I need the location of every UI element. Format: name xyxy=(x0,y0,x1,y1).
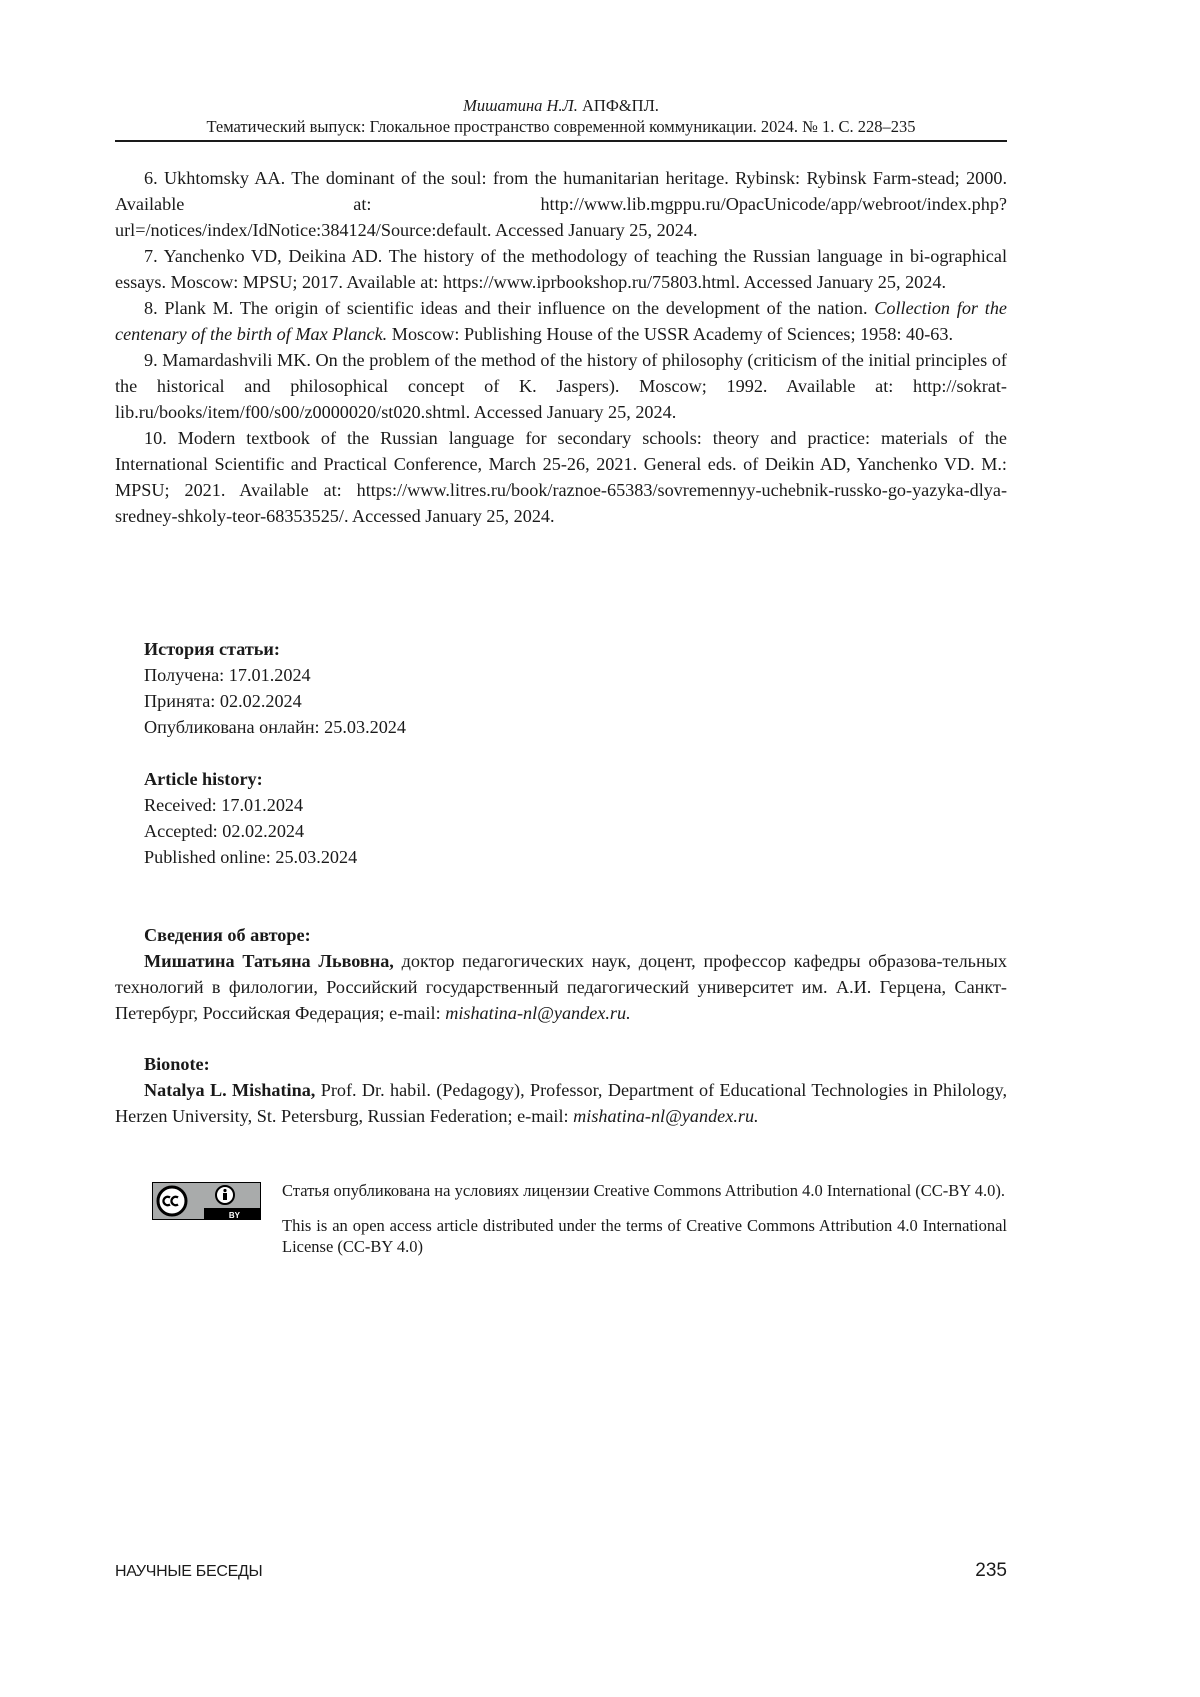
badge-by-label: BY xyxy=(228,1211,240,1220)
author-info-en xyxy=(115,1051,1007,1129)
header-rule xyxy=(115,140,1007,142)
article-history-ru xyxy=(144,636,1007,740)
author-ru-desc: доктор педагогических наук, доцент, профессор кафедры образова-тельных технологий в филологии, Российский государственный педагогический университет им. А.И. Герцена, Санкт-Петербург, Российская Федерация; e-mail: xyxy=(115,951,1007,1023)
reference-text: 8. Plank M. The origin of scientific ideas and their influence on the development of the nation. xyxy=(144,298,875,318)
history-ru-heading: История статьи: xyxy=(144,639,280,659)
author-ru-name: Мишатина Татьяна Львовна, xyxy=(144,951,394,971)
running-head-journal: АПФ&ПЛ. xyxy=(577,96,659,115)
author-en-heading: Bionote: xyxy=(144,1054,210,1074)
reference-text: Moscow: Publishing House of the USSR Academy of Sciences; 1958: 40-63. xyxy=(387,324,954,344)
author-en-name: Natalya L. Mishatina, xyxy=(144,1080,316,1100)
license-ru: Статья опубликована на условиях лицензии Creative Commons Attribution 4.0 International (CC-BY 4.0). xyxy=(282,1181,1005,1200)
cc-by-badge-icon xyxy=(152,1182,261,1220)
history-en-published: Published online: 25.03.2024 xyxy=(144,847,358,867)
author-ru-email: mishatina-nl@yandex.ru. xyxy=(445,1003,631,1023)
author-en-desc: Prof. Dr. habil. (Pedagogy), Professor, Department of Educational Technologies in Philology, Herzen University, St. Petersburg, Russian Federation; e-mail: xyxy=(115,1080,1008,1126)
cc-symbols-icon xyxy=(153,1183,259,1218)
history-en-heading: Article history: xyxy=(144,769,263,789)
history-en-accepted: Accepted: 02.02.2024 xyxy=(144,821,305,841)
reference-list xyxy=(115,165,1007,529)
author-ru-body xyxy=(115,948,1007,1026)
reference-item xyxy=(115,295,1007,347)
running-head-author-line xyxy=(115,95,1007,116)
license-en: This is an open access article distributed under the terms of Creative Commons Attribution 4.0 International License (CC-BY 4.0) xyxy=(282,1216,1007,1256)
reference-item: 9. Mamardashvili MK. On the problem of the method of the history of philosophy (criticism of the initial principles of the historical and philosophical concept of K. Jaspers). Moscow; 1992. Available at: http://sokrat-lib.ru/books/item/f00/s00/z0000020/st020.shtml. Accessed January 25, 2024. xyxy=(115,350,1007,422)
history-en-received: Received: 17.01.2024 xyxy=(144,795,304,815)
history-ru-published: Опубликована онлайн: 25.03.2024 xyxy=(144,717,406,737)
running-head-issue: Тематический выпуск: Глокальное пространство современной коммуникации. 2024. № 1. С. 228–235 xyxy=(206,117,916,136)
running-head xyxy=(115,95,1007,137)
footer-journal-name: НАУЧНЫЕ БЕСЕДЫ xyxy=(115,1563,263,1580)
author-info-ru xyxy=(115,922,1007,1026)
reference-italic-title: Collection for the centenary of the birth of Max Planck. xyxy=(115,298,1007,344)
reference-item: 6. Ukhtomsky AA. The dominant of the soul: from the humanitarian heritage. Rybinsk: Rybinsk Farm-stead; 2000. Available at: http://www.lib.mgppu.ru/OpacUnicode/app/webroot/index.php?url=/notices/index/IdNotice:384124/Source:default. Accessed January 25, 2024. xyxy=(115,168,1007,240)
reference-item: 10. Modern textbook of the Russian language for secondary schools: theory and practice: materials of the International Scientific and Practical Conference, March 25-26, 2021. General eds. of Deikin AD, Yanchenko VD. M.: MPSU; 2021. Available at: https://www.litres.ru/book/raznoe-65383/sovremennyy-uchebnik-russko-go-yazyka-dlya-sredney-shkoly-teor-68353525/. Accessed January 25, 2024. xyxy=(115,428,1007,526)
license-text xyxy=(282,1180,1007,1271)
article-history-en xyxy=(144,766,1007,870)
author-en-email: mishatina-nl@yandex.ru. xyxy=(573,1106,759,1126)
reference-item: 7. Yanchenko VD, Deikina AD. The history of the methodology of teaching the Russian language in bi-ographical essays. Moscow: MPSU; 2017. Available at: https://www.iprbookshop.ru/75803.html. Accessed January 25, 2024. xyxy=(115,246,1007,292)
page-number: 235 xyxy=(975,1560,1007,1581)
history-ru-received: Получена: 17.01.2024 xyxy=(144,665,311,685)
history-ru-accepted: Принята: 02.02.2024 xyxy=(144,691,302,711)
author-ru-heading: Сведения об авторе: xyxy=(144,925,311,945)
author-en-body xyxy=(115,1077,1007,1129)
running-head-author: Мишатина Н.Л. xyxy=(463,96,578,115)
